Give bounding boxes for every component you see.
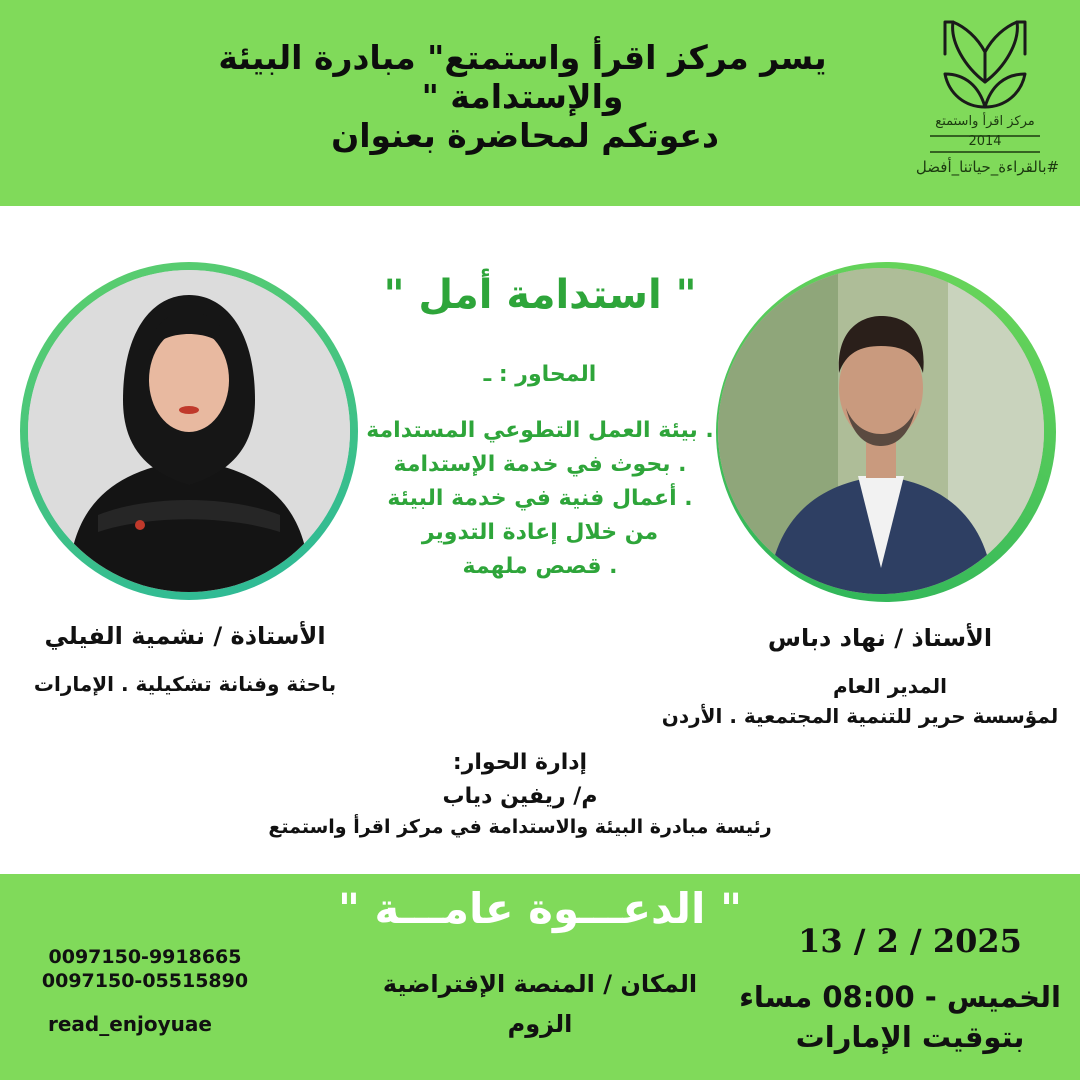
speaker-left-name: الأستاذة / نشمية الفيلي [44,622,326,650]
phone-number: 0097150-05515890 [41,970,249,992]
phone-number: 0097150-9918665 [48,946,242,968]
speaker-right-org: لمؤسسة حرير للتنمية المجتمعية . الأردن [661,704,1059,728]
topic-item: . قصص ملهمة [462,554,618,579]
speaker-left-photo [28,270,350,592]
lecture-title: " استدامة أمل " [383,272,697,318]
event-time: الخميس - 08:00 مساء [739,980,1061,1014]
book-leaf-icon [905,12,1065,112]
logo-hashtag: #بالقراءة_حياتنا_أفضل [915,158,1060,176]
moderator-name: م/ ريفين دياب [442,784,598,809]
speaker-right-role: المدير العام [832,674,948,698]
event-place: المكان / المنصة الإفتراضية [382,970,698,998]
axes-label: المحاور : ـ [483,362,597,387]
speaker-right-name: الأستاذ / نهاد دباس [767,624,993,652]
moderator-role: رئيسة مبادرة البيئة والاستدامة في مركز اقرأ واستمتع [268,816,772,838]
speaker-right-photo [718,268,1044,594]
topics-list [330,414,750,584]
header-line1: يسر مركز اقرأ واستمتع" مبادرة البيئة والإستدامة " [218,38,827,116]
topic-item: . بيئة العمل التطوعي المستدامة [366,418,714,443]
logo-year: 2014 [968,134,1002,149]
header-line2: دعوتكم لمحاضرة بعنوان [331,116,719,155]
topic-item: . أعمال فنية في خدمة البيئة [387,486,693,511]
social-handle: read_enjoyuae [48,1012,212,1036]
topic-item: . بحوث في خدمة الإستدامة [393,452,687,477]
event-timezone: بتوقيت الإمارات [795,1020,1025,1054]
event-date: 13 / 2 / 2025 [798,922,1022,960]
speaker-left-description: باحثة وفنانة تشكيلية . الإمارات [33,672,337,696]
topic-item: من خلال إعادة التدوير [421,520,659,545]
moderator-label: إدارة الحوار: [452,750,588,775]
event-platform: الزوم [507,1010,573,1038]
public-invitation: " الدعـــوة عامـــة " [338,884,742,933]
logo-name: مركز اقرأ واستمتع [935,114,1035,129]
center-logo [905,12,1065,187]
